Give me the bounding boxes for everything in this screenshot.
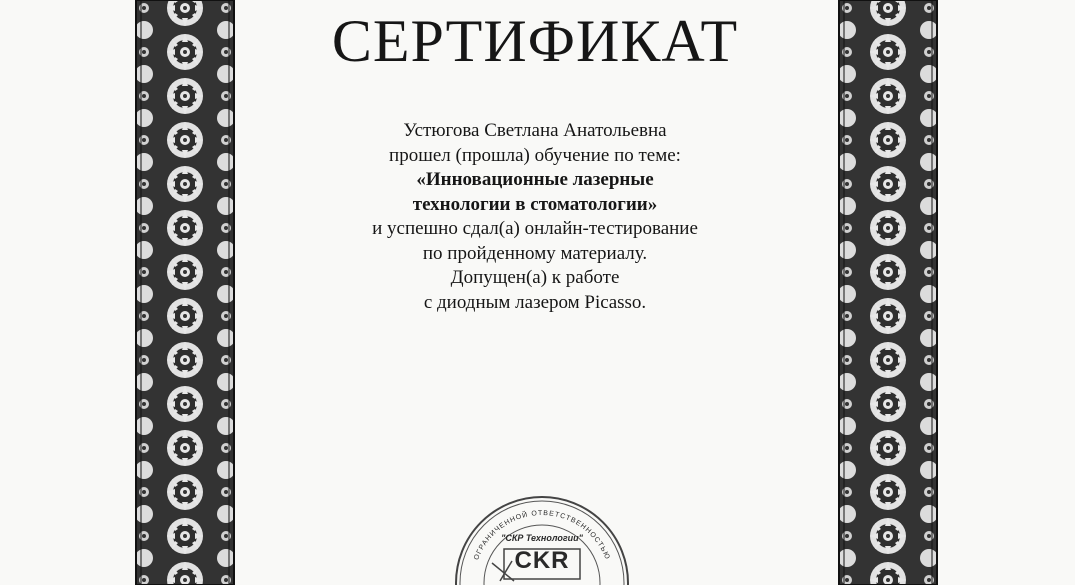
certificate-body [240, 119, 830, 315]
topic-line-2: технологии в стоматологии» [412, 193, 658, 215]
seal-logo: CKR [514, 547, 570, 574]
ornamental-border-right [838, 0, 938, 585]
admitted-line-1: Допущен(а) к работе [450, 267, 620, 288]
topic-line-1: «Инновационные лазерные [416, 169, 654, 190]
company-seal [452, 493, 632, 585]
seal-ring-text: ОГРАНИЧЕННОЙ ОТВЕТСТВЕННОСТЬЮ [473, 509, 611, 562]
passed-line-2: по пройденному материалу. [422, 242, 648, 264]
ornamental-border-left [135, 0, 235, 585]
admitted-line-2: с диодным лазером Picasso. [423, 291, 647, 313]
passed-line-1: и успешно сдал(а) онлайн-тестирование [372, 218, 698, 239]
recipient-name: Устюгова Светлана Анатольевна [403, 120, 667, 141]
certificate-title: СЕРТИФИКАТ [331, 8, 739, 74]
seal-company-name: "СКР Технологии" [501, 533, 583, 543]
completed-line: прошел (прошла) обучение по теме: [389, 144, 681, 166]
